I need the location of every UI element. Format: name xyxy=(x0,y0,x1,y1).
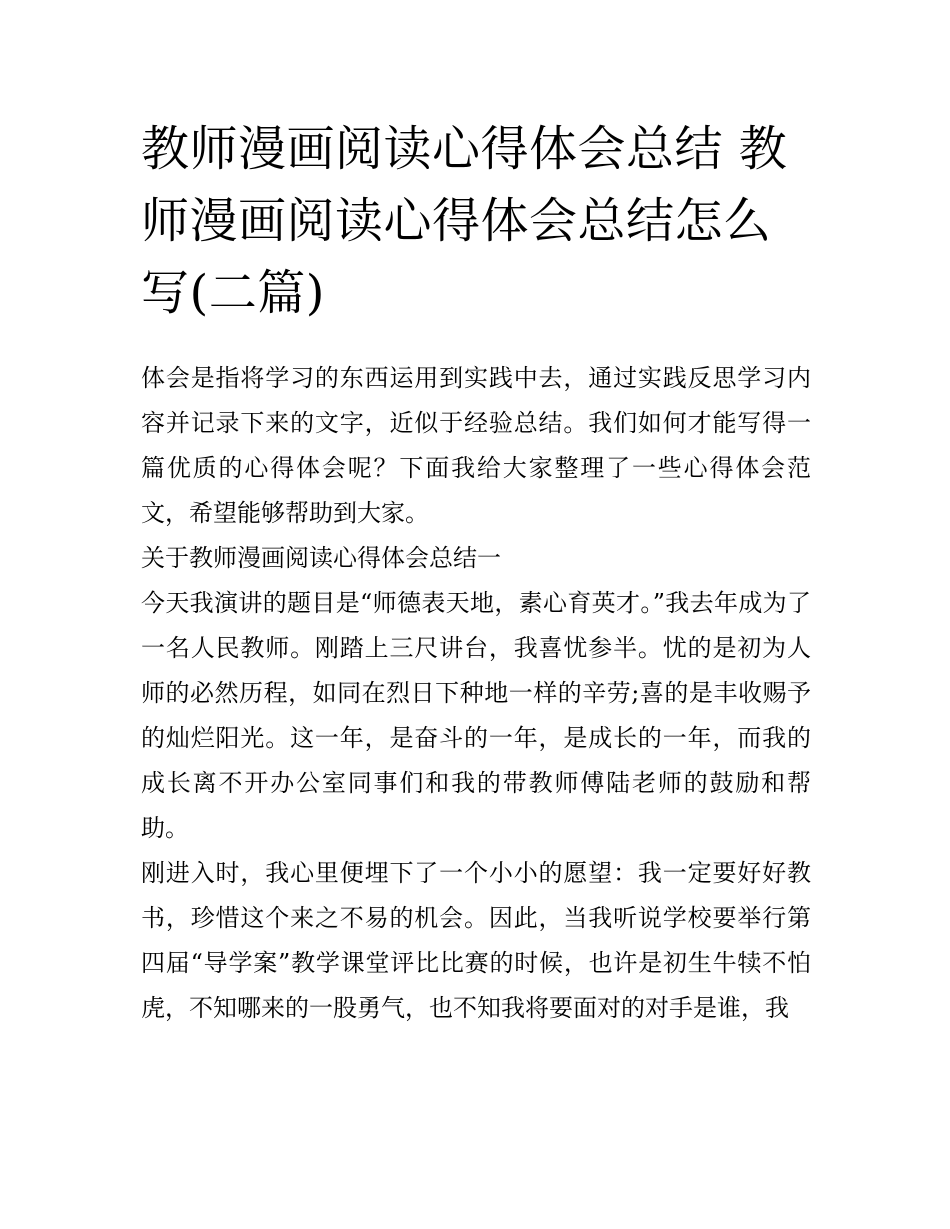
document-body xyxy=(141,356,811,1031)
document-title: 教师漫画阅读心得体会总结 教师漫画阅读心得体会总结怎么写(二篇) xyxy=(141,121,788,321)
body-paragraph: 刚进入时，我心里便埋下了一个小小的愿望：我一定要好好教书，珍惜这个来之不易的机会。因此，当我听说学校要举行第四届“导学案”教学课堂评比比赛的时候，也许是初生牛犊不怕虎，不知哪来的一股勇气，也不知我将要面对的对手是谁，我 xyxy=(141,859,811,1022)
body-paragraph: 今天我演讲的题目是“师德表天地，素心育英才。”我去年成为了一名人民教师。刚踏上三尺讲台，我喜忧参半。忧的是初为人师的必然历程，如同在烈日下种地一样的辛劳;喜的是丰收赐予的灿烂阳光。这一年，是奋斗的一年，是成长的一年，而我的成长离不开办公室同事们和我的带教师傅陆老师的鼓励和帮助。 xyxy=(141,589,811,842)
intro-paragraph: 体会是指将学习的东西运用到实践中去，通过实践反思学习内容并记录下来的文字，近似于经验总结。我们如何才能写得一篇优质的心得体会呢？下面我给大家整理了一些心得体会范文，希望能够帮助到大家。 xyxy=(141,364,811,527)
section-heading: 关于教师漫画阅读心得体会总结一 xyxy=(141,544,501,572)
